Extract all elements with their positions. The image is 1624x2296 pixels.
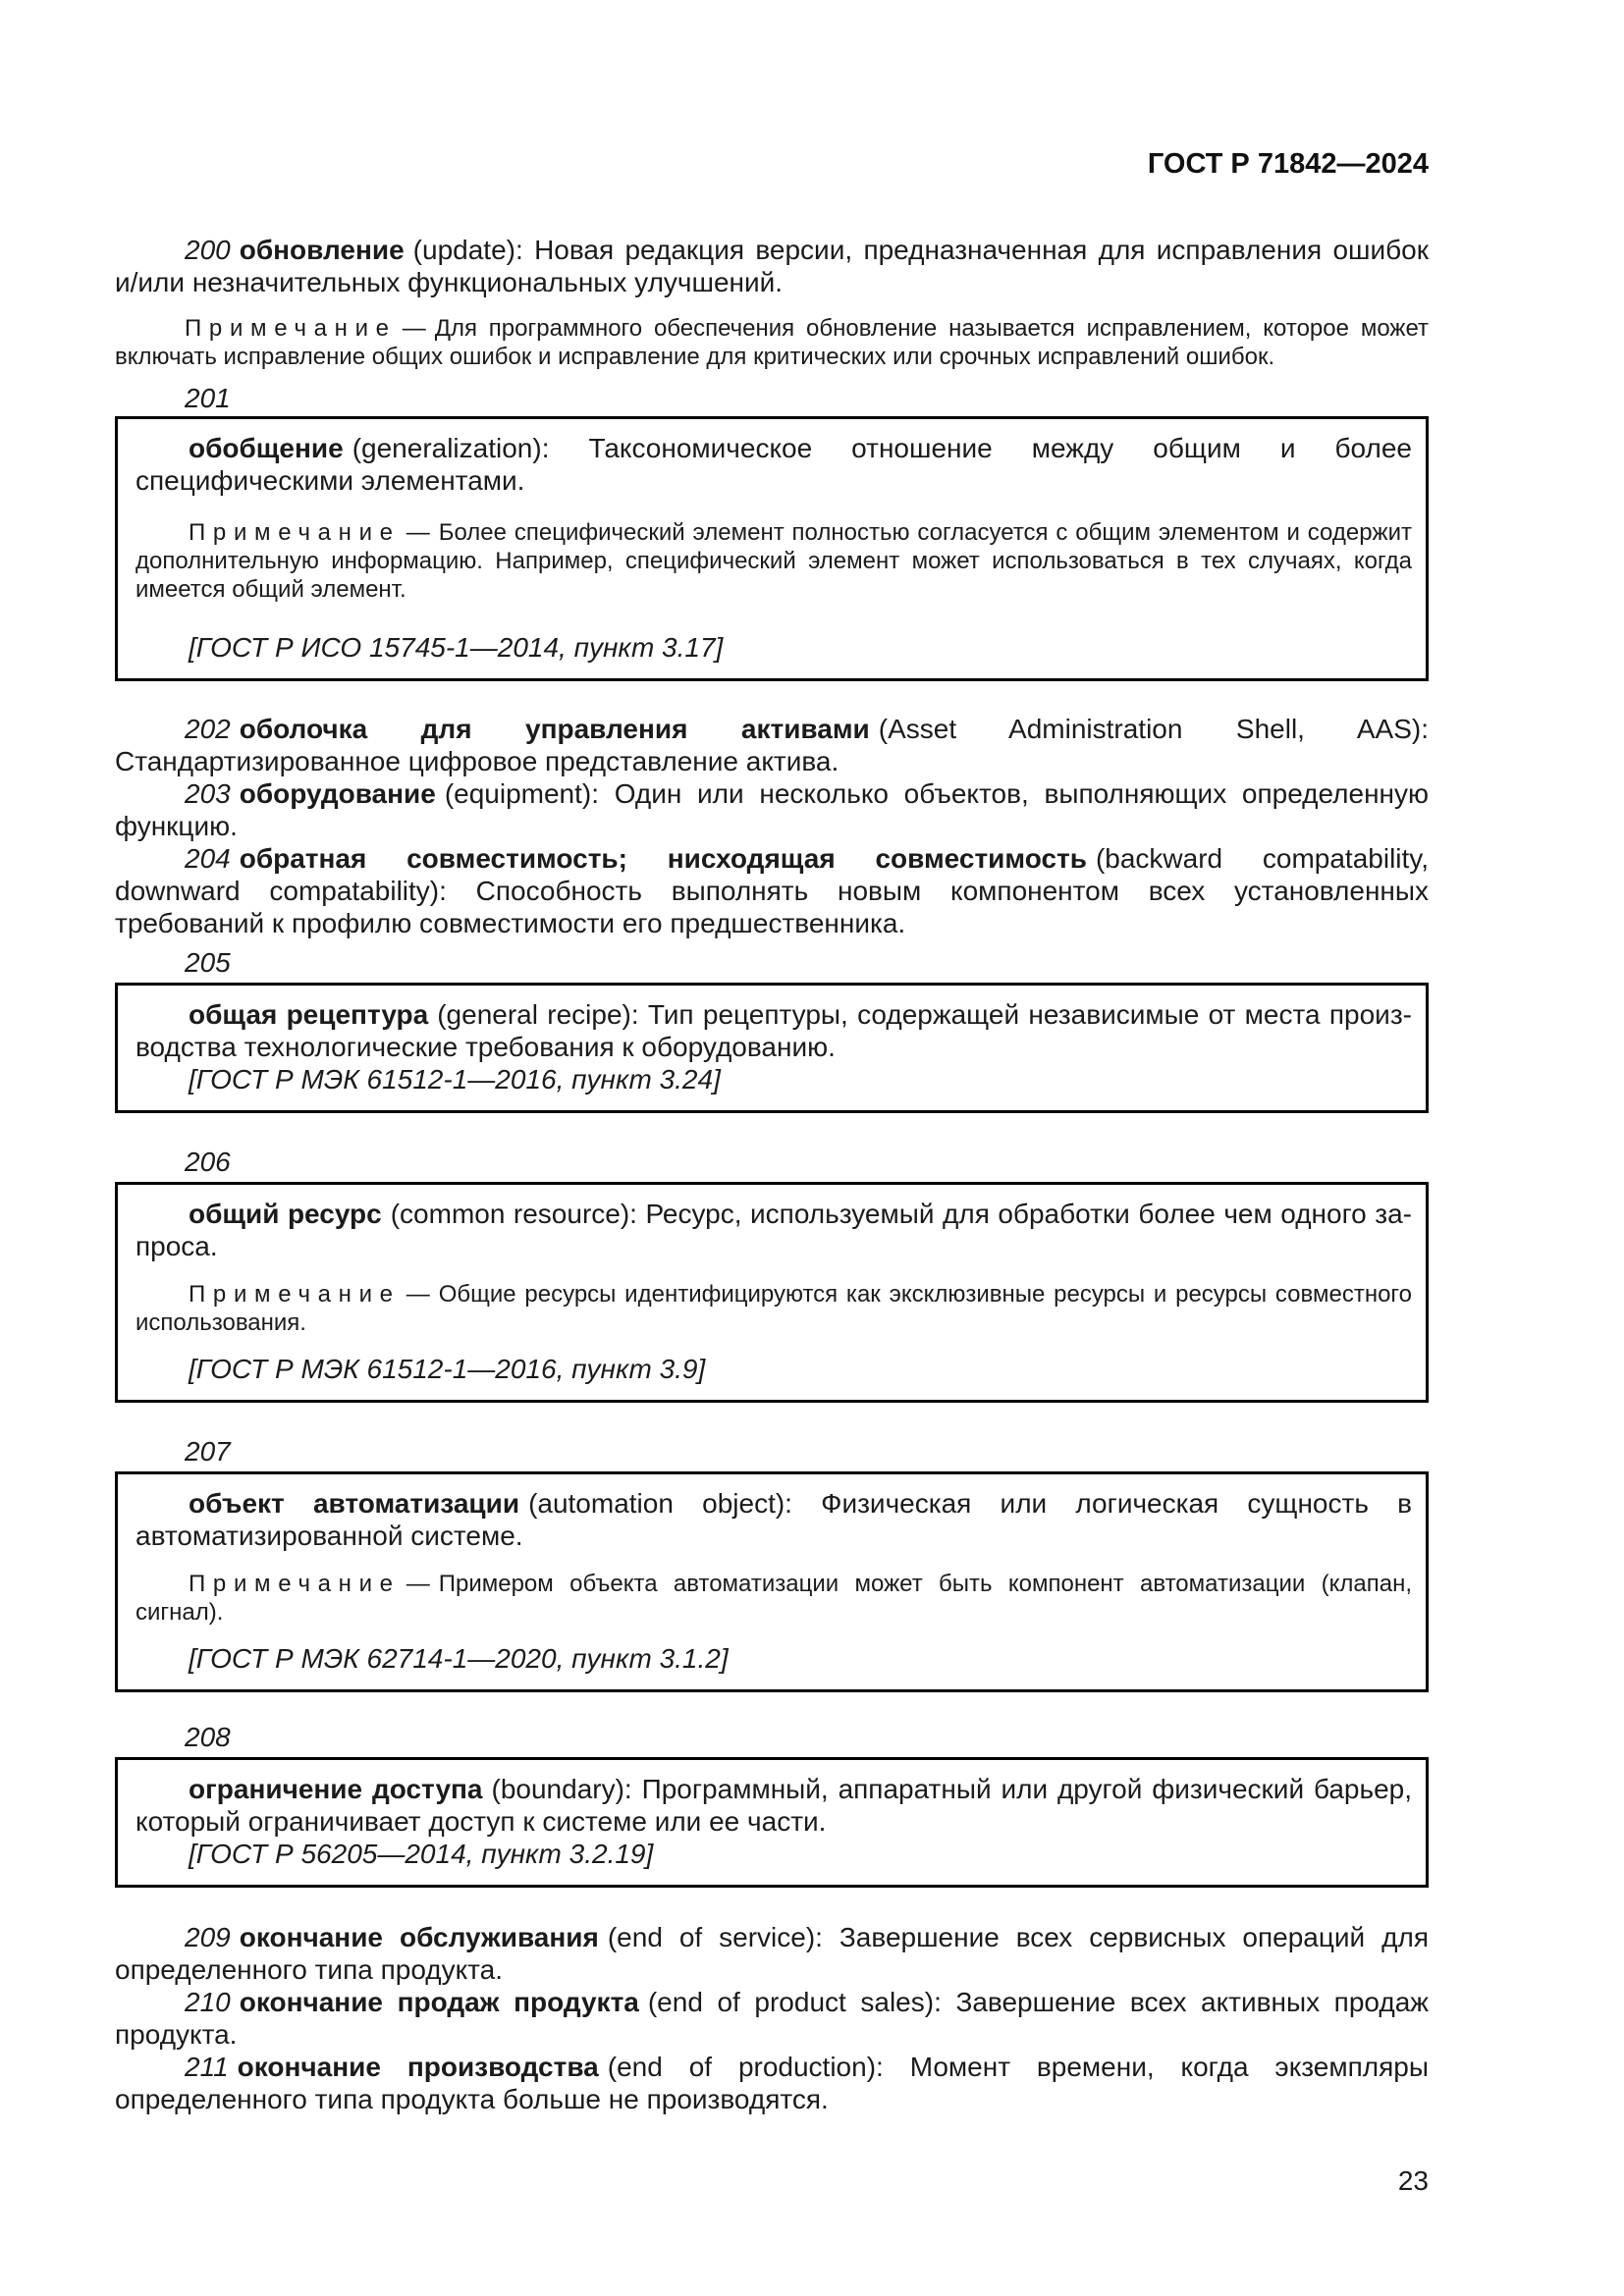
term-entry-206 [135, 1198, 1412, 1262]
note-200 [115, 314, 1429, 371]
term-entry-200 [115, 234, 1429, 298]
term-entry-207 [135, 1487, 1412, 1552]
term-name: обратная совместимость; нисходящая совместимость [239, 843, 1087, 874]
term-box-207 [115, 1471, 1429, 1692]
term-entry-209 [115, 1921, 1429, 1986]
term-name: общая рецептура [189, 999, 429, 1030]
term-definition: (generalization): Таксономическое отношение между общим и более специфическими элементами. [135, 433, 1412, 496]
note-dash: — [406, 1571, 430, 1597]
term-definition: (end of product sales): Завершение всех активных продаж продукта. [115, 1987, 1429, 2050]
term-number: 209 [185, 1922, 231, 1952]
term-entry-204 [115, 842, 1429, 939]
term-number: 210 [185, 1987, 231, 2017]
term-entry-208 [135, 1773, 1412, 1838]
term-definition: (general recipe): Тип рецептуры, содержащей независимые от места производства технологические требования к оборудованию. [135, 999, 1412, 1062]
term-entry-203 [115, 777, 1429, 842]
term-number: 202 [185, 714, 231, 744]
gost-reference: [ГОСТ Р МЭК 61512-1—2016, пункт 3.9] [189, 1354, 706, 1384]
term-number: 200 [185, 235, 231, 265]
term-entry-202 [115, 713, 1429, 777]
note-text: Более специфический элемент полностью согласуется с общим элементом и содержит дополнительную информацию. Например, специфический элемент может использоваться в тех случаях, когда имеется общий элемент. [135, 519, 1412, 603]
term-number-label-201: 201 [185, 383, 231, 413]
note-label: Примечание [189, 1281, 401, 1308]
term-number-label-208: 208 [185, 1722, 231, 1752]
term-definition: (backward compatability, downward compatability): Способность выполнять новым компонентом всех установленных требований к профилю совместимости его предшественника. [115, 843, 1430, 938]
term-entry-205 [135, 998, 1412, 1063]
note-label: Примечание [189, 1571, 401, 1597]
term-name: объект автоматизации [189, 1488, 520, 1519]
gost-reference: [ГОСТ Р МЭК 61512-1—2016, пункт 3.24] [189, 1064, 721, 1095]
note-dash: — [406, 1281, 430, 1308]
term-entry-211 [115, 2051, 1429, 2115]
note-label: Примечание [185, 315, 397, 342]
term-box-206 [115, 1182, 1429, 1403]
term-definition: (boundary): Программный, аппаратный или другой физический барьер, который ограничивает доступ к системе или ее части. [135, 1774, 1412, 1837]
term-name: ограничение доступа [189, 1774, 483, 1804]
note-dash: — [402, 315, 426, 342]
term-number: 203 [185, 778, 231, 809]
note-201 [135, 518, 1412, 604]
term-box-201 [115, 416, 1429, 681]
running-header: ГОСТ Р 71842—2024 [1147, 148, 1429, 180]
term-name: окончание обслуживания [239, 1922, 599, 1952]
term-definition: (Asset Administration Shell, AAS): Стандартизированное цифровое представление актива. [115, 714, 1429, 776]
term-entry-201 [135, 432, 1412, 497]
term-name: окончание производства [237, 2052, 599, 2082]
term-box-205 [115, 983, 1429, 1113]
gost-reference: [ГОСТ Р 56205—2014, пункт 3.2.19] [189, 1839, 654, 1869]
term-definition: (common resource): Ресурс, используемый для обработки более чем одного запроса. [135, 1199, 1412, 1261]
term-entry-210 [115, 1986, 1429, 2051]
gost-reference: [ГОСТ Р ИСО 15745-1—2014, пункт 3.17] [189, 632, 724, 663]
term-definition: (end of service): Завершение всех сервисных операций для определенного типа продукта. [115, 1922, 1429, 1985]
term-name: общий ресурс [189, 1199, 382, 1229]
page-number: 23 [1397, 2165, 1429, 2196]
note-text: Примером объекта автоматизации может быть компонент автоматизации (клапан, сигнал). [135, 1571, 1412, 1626]
term-name: оборудование [239, 778, 436, 809]
term-number-label-205: 205 [185, 947, 231, 978]
note-dash: — [406, 519, 430, 546]
term-name: обновление [239, 235, 405, 265]
term-number-label-207: 207 [185, 1436, 231, 1467]
term-number: 204 [185, 843, 231, 874]
term-box-208 [115, 1757, 1429, 1888]
term-number: 211 [185, 2052, 229, 2082]
term-number-label-206: 206 [185, 1147, 231, 1177]
term-definition: (automation object): Физическая или логическая сущность в автоматизированной системе. [135, 1488, 1413, 1551]
term-definition: (update): Новая редакция версии, предназначенная для исправления ошибок и/или незначительных функциональных улучшений. [115, 235, 1429, 297]
note-207 [135, 1570, 1412, 1627]
term-definition: (equipment): Один или несколько объектов, выполняющих определенную функцию. [115, 778, 1429, 841]
gost-reference: [ГОСТ Р МЭК 62714-1—2020, пункт 3.1.2] [189, 1643, 729, 1674]
note-text: Общие ресурсы идентифицируются как эксклюзивные ресурсы и ресурсы совместного использования. [135, 1281, 1412, 1336]
term-name: окончание продаж продукта [239, 1987, 639, 2017]
term-name: обобщение [189, 433, 344, 463]
term-definition: (end of production): Момент времени, когда экземпляры определенного типа продукта больше не производятся. [115, 2052, 1429, 2114]
term-name: оболочка для управления активами [239, 714, 870, 744]
note-label: Примечание [189, 519, 401, 546]
note-text: Для программного обеспечения обновление называется исправлением, которое может включать исправление общих ошибок и исправление для критических или срочных исправлений ошибок. [115, 315, 1429, 370]
note-206 [135, 1280, 1412, 1337]
